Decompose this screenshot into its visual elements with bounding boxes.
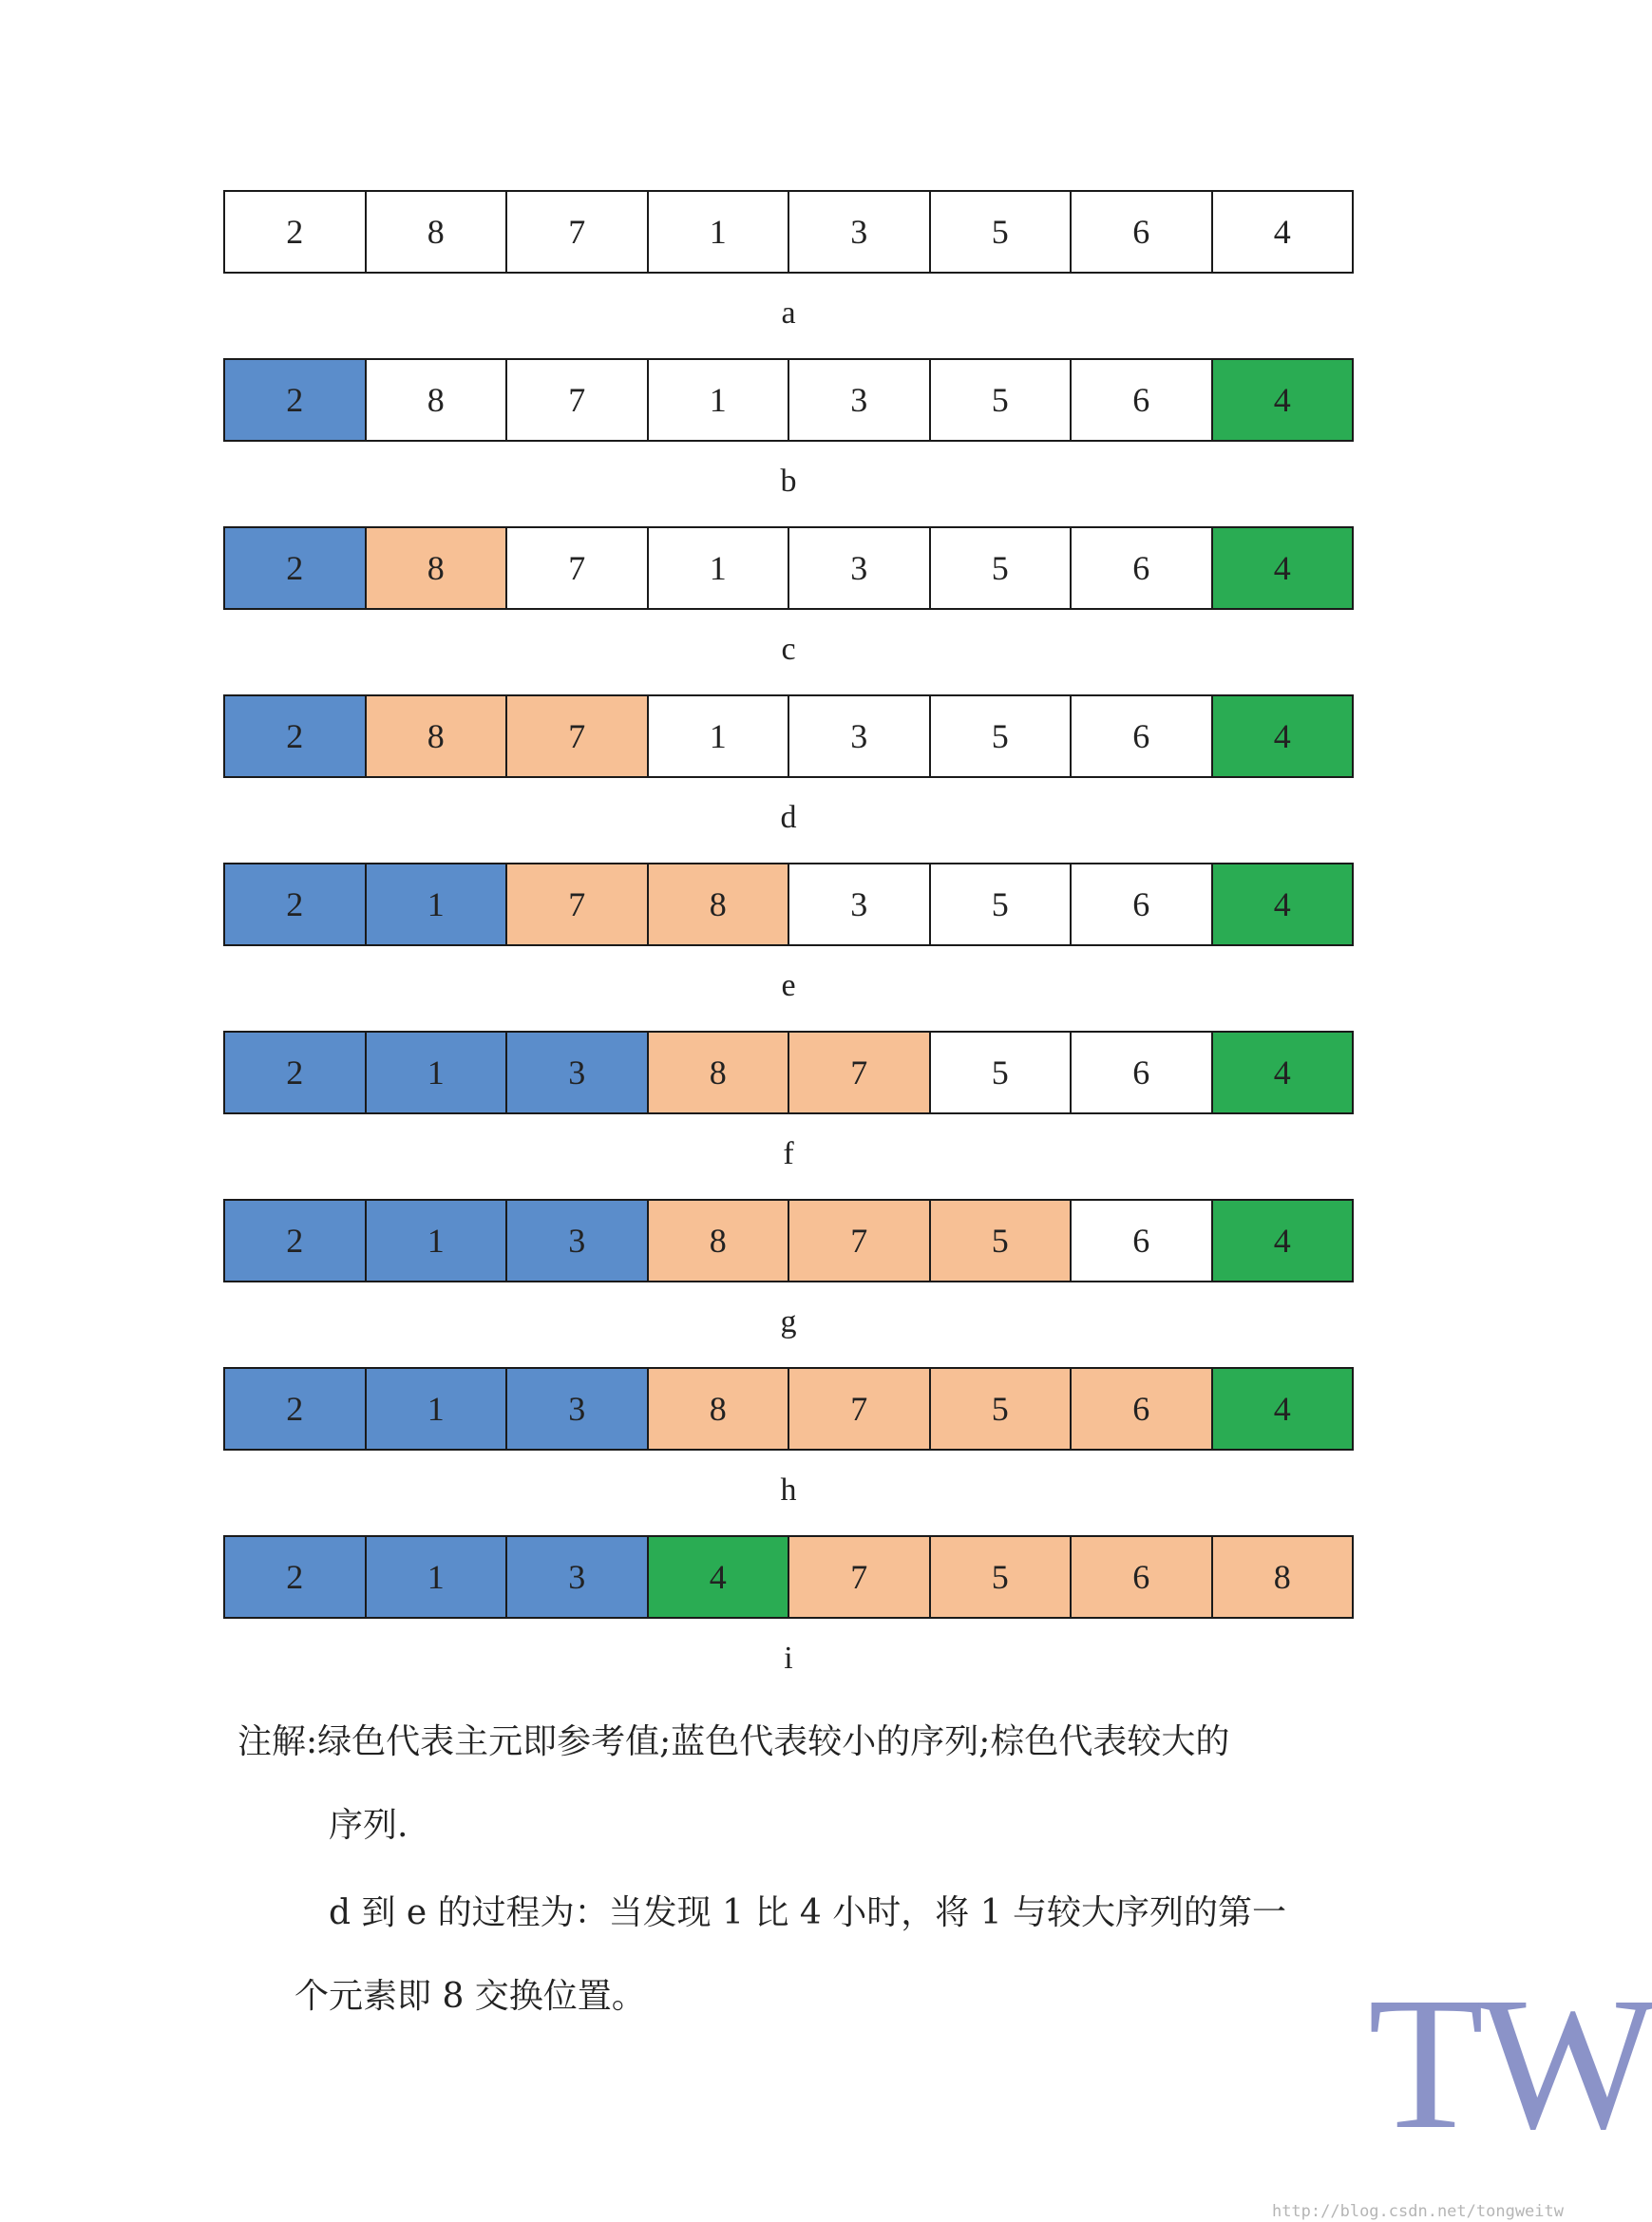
- watermark-logo: TW: [1368, 1959, 1652, 2169]
- array-cell-smaller: 2: [225, 1201, 367, 1281]
- watermark-url: http://blog.csdn.net/tongweitw: [1271, 2202, 1564, 2221]
- array-cell-unprocessed: 5: [931, 696, 1073, 776]
- array-cell-larger: 7: [789, 1537, 931, 1617]
- array-cell-pivot: 4: [1213, 360, 1353, 440]
- array-cell-larger: 7: [507, 696, 649, 776]
- array-row: [223, 694, 1354, 778]
- array-cell-smaller: 1: [367, 1369, 508, 1449]
- array-cell-pivot: 4: [1213, 1201, 1353, 1281]
- array-cell-unprocessed: 5: [931, 1033, 1073, 1112]
- array-cell-pivot: 4: [649, 1537, 790, 1617]
- array-row: [223, 358, 1354, 442]
- array-cell-unprocessed: 7: [507, 192, 649, 272]
- array-cell-pivot: 4: [1213, 1369, 1353, 1449]
- step-c: [223, 526, 1354, 669]
- array-cell-unprocessed: 6: [1072, 864, 1213, 944]
- array-row: [223, 526, 1354, 610]
- array-cell-larger: 8: [367, 528, 508, 608]
- array-row: [223, 1535, 1354, 1619]
- step-label: e: [781, 968, 796, 1003]
- step-label: g: [780, 1304, 797, 1339]
- array-cell-larger: 6: [1072, 1369, 1213, 1449]
- array-cell-unprocessed: 8: [367, 192, 508, 272]
- array-cell-unprocessed: 6: [1072, 1033, 1213, 1112]
- array-cell-unprocessed: 6: [1072, 696, 1213, 776]
- step-d: [223, 694, 1354, 837]
- array-cell-larger: 7: [789, 1033, 931, 1112]
- array-cell-unprocessed: 5: [931, 528, 1073, 608]
- step-b: [223, 358, 1354, 501]
- array-cell-smaller: 2: [225, 864, 367, 944]
- swap-explanation-line-1: d 到 e 的过程为：当发现 1 比 4 小时，将 1 与较大序列的第一: [329, 1893, 1287, 1932]
- step-f: [223, 1031, 1354, 1173]
- array-cell-smaller: 2: [225, 1369, 367, 1449]
- array-cell-unprocessed: 3: [789, 360, 931, 440]
- array-cell-larger: 5: [931, 1369, 1073, 1449]
- array-cell-unprocessed: 6: [1072, 528, 1213, 608]
- array-cell-pivot: 4: [1213, 864, 1353, 944]
- array-cell-smaller: 2: [225, 1537, 367, 1617]
- legend-note-line-2: 序列.: [329, 1806, 408, 1845]
- swap-explanation: [237, 1871, 1358, 2039]
- step-label: b: [780, 464, 797, 499]
- array-cell-smaller: 1: [367, 1537, 508, 1617]
- array-cell-smaller: 2: [225, 1033, 367, 1112]
- array-cell-smaller: 3: [507, 1033, 649, 1112]
- step-label: h: [780, 1472, 797, 1508]
- step-label: c: [781, 632, 796, 667]
- array-cell-larger: 8: [649, 1369, 790, 1449]
- array-cell-larger: 8: [649, 1033, 790, 1112]
- array-cell-unprocessed: 2: [225, 192, 367, 272]
- array-cell-larger: 8: [649, 1201, 790, 1281]
- array-row: [223, 1031, 1354, 1114]
- array-cell-unprocessed: 6: [1072, 192, 1213, 272]
- array-cell-larger: 8: [649, 864, 790, 944]
- array-cell-smaller: 2: [225, 696, 367, 776]
- array-cell-unprocessed: 3: [789, 192, 931, 272]
- array-cell-unprocessed: 7: [507, 528, 649, 608]
- array-cell-unprocessed: 6: [1072, 1201, 1213, 1281]
- legend-note-line-1: 注解:绿色代表主元即参考值;蓝色代表较小的序列;棕色代表较大的: [237, 1722, 1230, 1761]
- array-cell-unprocessed: 4: [1213, 192, 1353, 272]
- swap-explanation-line-2: 个元素即 8 交换位置。: [294, 1977, 646, 2016]
- array-row: [223, 190, 1354, 274]
- array-cell-unprocessed: 5: [931, 360, 1073, 440]
- array-cell-smaller: 1: [367, 1201, 508, 1281]
- array-cell-smaller: 1: [367, 1033, 508, 1112]
- array-cell-pivot: 4: [1213, 1033, 1353, 1112]
- array-cell-unprocessed: 3: [789, 864, 931, 944]
- array-cell-unprocessed: 3: [789, 696, 931, 776]
- step-g: [223, 1199, 1354, 1341]
- array-cell-smaller: 2: [225, 360, 367, 440]
- array-cell-smaller: 3: [507, 1537, 649, 1617]
- array-cell-unprocessed: 1: [649, 696, 790, 776]
- step-label: i: [784, 1641, 793, 1676]
- step-e: [223, 863, 1354, 1005]
- array-cell-smaller: 3: [507, 1201, 649, 1281]
- step-label: d: [780, 800, 797, 835]
- array-cell-smaller: 2: [225, 528, 367, 608]
- array-cell-pivot: 4: [1213, 528, 1353, 608]
- array-cell-unprocessed: 1: [649, 528, 790, 608]
- array-row: [223, 1199, 1354, 1282]
- step-label: a: [781, 295, 796, 331]
- array-cell-unprocessed: 5: [931, 192, 1073, 272]
- array-cell-larger: 5: [931, 1537, 1073, 1617]
- array-cell-unprocessed: 6: [1072, 360, 1213, 440]
- array-cell-larger: 7: [507, 864, 649, 944]
- array-cell-unprocessed: 7: [507, 360, 649, 440]
- step-h: [223, 1367, 1354, 1510]
- array-cell-smaller: 1: [367, 864, 508, 944]
- array-cell-unprocessed: 8: [367, 360, 508, 440]
- array-cell-larger: 8: [1213, 1537, 1353, 1617]
- step-i: [223, 1535, 1354, 1678]
- step-a: [223, 190, 1354, 332]
- array-cell-larger: 5: [931, 1201, 1073, 1281]
- array-cell-larger: 6: [1072, 1537, 1213, 1617]
- array-cell-unprocessed: 1: [649, 192, 790, 272]
- array-cell-pivot: 4: [1213, 696, 1353, 776]
- legend-note: [237, 1700, 1358, 1868]
- step-label: f: [783, 1136, 794, 1171]
- array-cell-larger: 7: [789, 1369, 931, 1449]
- array-cell-unprocessed: 1: [649, 360, 790, 440]
- array-cell-unprocessed: 5: [931, 864, 1073, 944]
- array-cell-smaller: 3: [507, 1369, 649, 1449]
- array-row: [223, 863, 1354, 946]
- array-row: [223, 1367, 1354, 1451]
- array-cell-unprocessed: 3: [789, 528, 931, 608]
- array-cell-larger: 7: [789, 1201, 931, 1281]
- array-cell-larger: 8: [367, 696, 508, 776]
